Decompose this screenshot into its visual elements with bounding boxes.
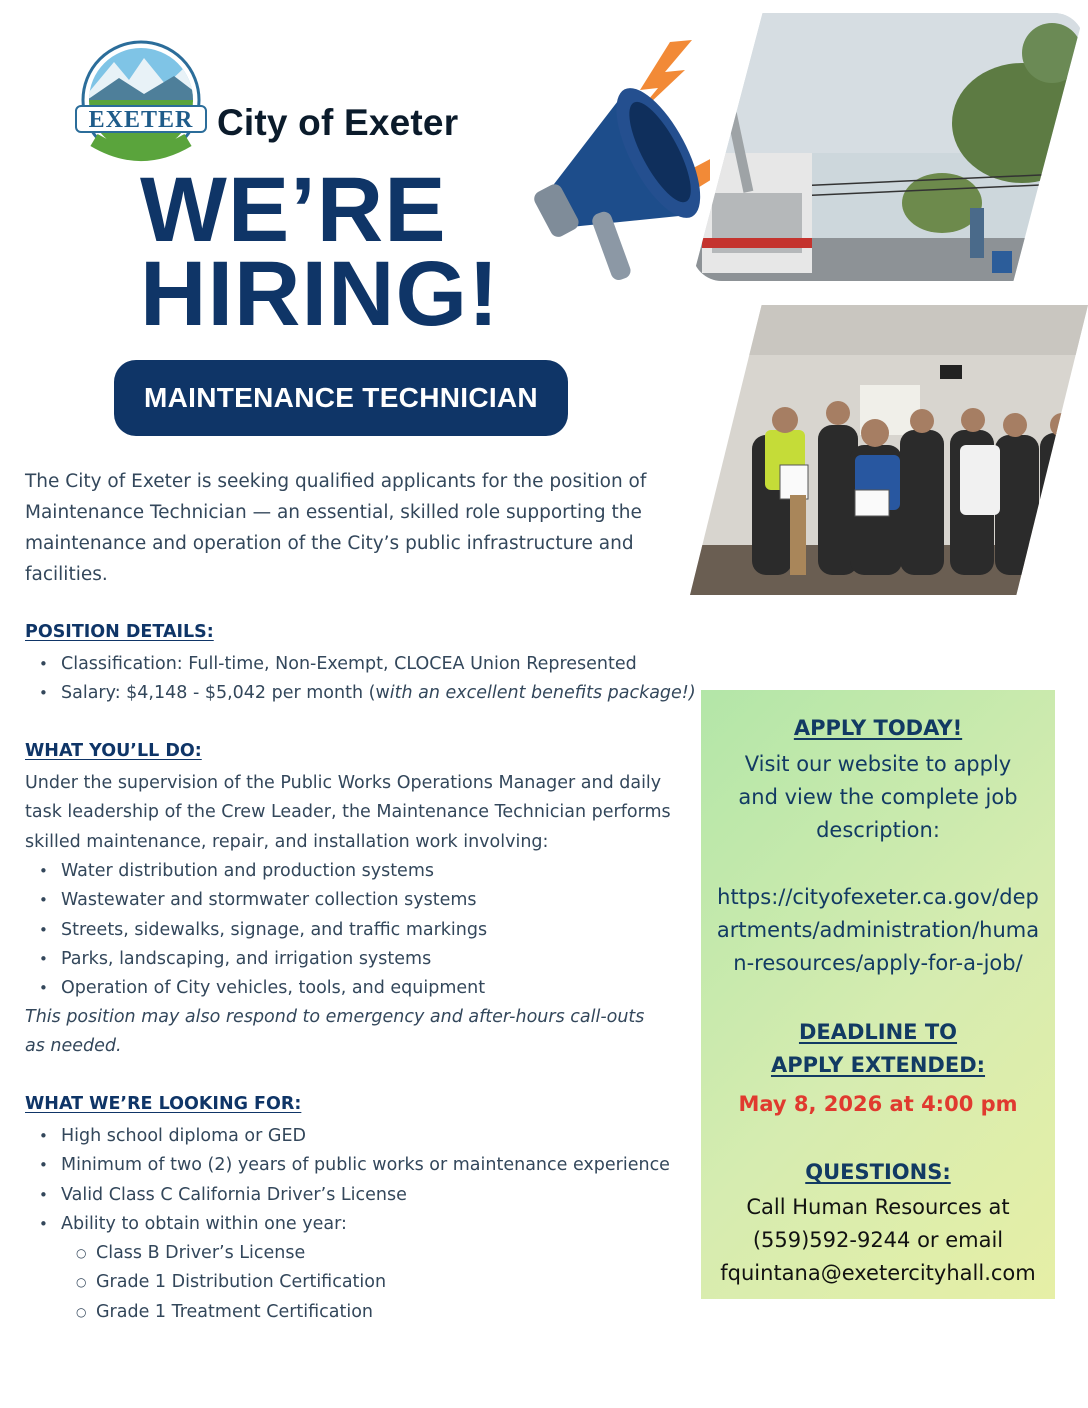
duties-list bbox=[25, 857, 487, 1003]
deadline-heading: DEADLINE TO APPLY EXTENDED: bbox=[770, 1020, 986, 1077]
requirement-item: • High school diploma or GED bbox=[61, 1122, 670, 1151]
headline-line-1: WE’RE bbox=[140, 159, 447, 261]
benefits-note: ith an excellent benefits package!) bbox=[389, 683, 696, 704]
what-youll-do-heading: WHAT YOU’LL DO: bbox=[25, 741, 202, 761]
salary-text: Salary: $4,148 - $5,042 per month (w bbox=[61, 683, 390, 704]
headline-line-2: HIRING! bbox=[140, 243, 500, 345]
call-out-note: This position may also respond to emergency and after-hours call-outs as needed. bbox=[25, 1007, 645, 1057]
requirement-item: • Valid Class C California Driver’s License bbox=[61, 1181, 670, 1210]
duty-item: • Operation of City vehicles, tools, and equipment bbox=[61, 974, 487, 1003]
deadline-date: May 8, 2026 at 4:00 pm bbox=[738, 1092, 1018, 1116]
position-details-heading: POSITION DETAILS: bbox=[25, 622, 214, 642]
classification-text: Classification: Full-time, Non-Exempt, CLOCEA Union Represented bbox=[61, 654, 637, 674]
requirements-list bbox=[25, 1122, 670, 1239]
certifications-sublist bbox=[60, 1239, 386, 1327]
duty-item: • Wastewater and stormwater collection systems bbox=[61, 886, 487, 915]
certification-item: ○ Grade 1 Treatment Certification bbox=[96, 1298, 386, 1327]
duty-item: • Parks, landscaping, and irrigation systems bbox=[61, 945, 487, 974]
position-details-list bbox=[25, 650, 696, 709]
looking-for-heading: WHAT WE’RE LOOKING FOR: bbox=[25, 1094, 302, 1114]
apply-info-box bbox=[701, 690, 1055, 1299]
questions-contact: Call Human Resources at (559)592-9244 or email fquintana@exetercityhall.com bbox=[720, 1195, 1036, 1285]
list-item bbox=[61, 679, 696, 708]
apply-today-heading: APPLY TODAY! bbox=[793, 716, 963, 740]
staff-group-photo bbox=[690, 305, 1088, 595]
svg-text:EXETER: EXETER bbox=[88, 107, 194, 133]
apply-instructions: Visit our website to apply and view the complete job description: bbox=[738, 752, 1018, 842]
list-item bbox=[61, 650, 696, 679]
certification-item: ○ Grade 1 Distribution Certification bbox=[96, 1268, 386, 1297]
questions-heading: QUESTIONS: bbox=[805, 1160, 951, 1184]
certification-item: ○ Class B Driver’s License bbox=[96, 1239, 386, 1268]
apply-url-link[interactable]: https://cityofexeter.ca.gov/departments/administration/human-resources/apply-for-a-job/ bbox=[716, 885, 1040, 975]
duty-item: • Streets, sidewalks, signage, and traffic markings bbox=[61, 916, 487, 945]
city-name: City of Exeter bbox=[217, 102, 459, 143]
duty-item: • Water distribution and production systems bbox=[61, 857, 487, 886]
requirement-item: • Minimum of two (2) years of public works or maintenance experience bbox=[61, 1151, 670, 1180]
bucket-truck-photo bbox=[692, 13, 1084, 281]
city-logo bbox=[74, 40, 208, 166]
intro-paragraph: The City of Exeter is seeking qualified applicants for the position of Maintenance Technician — an essential, skilled role supporting the maintenance and operation of the City’s public infrastructure and facilities. bbox=[25, 471, 647, 585]
hiring-headline bbox=[140, 159, 500, 345]
position-title-banner: MAINTENANCE TECHNICIAN bbox=[114, 360, 568, 436]
megaphone-icon bbox=[520, 40, 710, 310]
requirement-item: • Ability to obtain within one year: bbox=[61, 1210, 670, 1239]
duties-description: Under the supervision of the Public Works Operations Manager and daily task leadership of the Crew Leader, the Maintenance Technician performs skilled maintenance, repair, and installation work involving: bbox=[25, 773, 671, 852]
